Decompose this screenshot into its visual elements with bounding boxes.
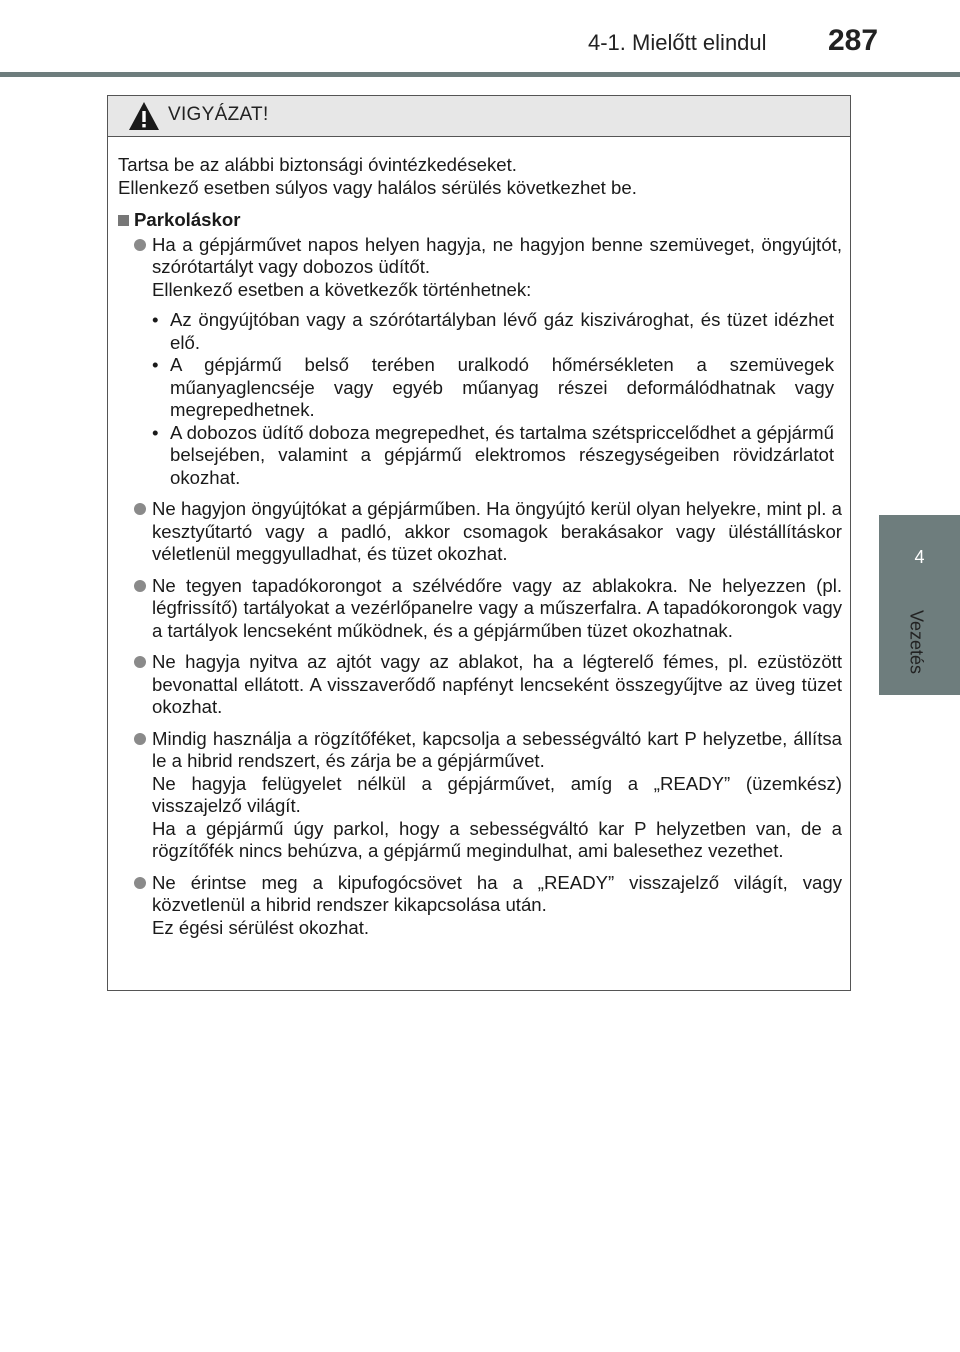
bullet-icon: •	[152, 309, 159, 330]
circle-bullet-icon	[134, 656, 146, 668]
list-item	[118, 872, 842, 940]
list-item	[118, 651, 842, 719]
item-text: Ne hagyjon öngyújtókat a gépjárműben. Ha öngyújtó kerül olyan helyekre, mint pl. a kesztyűtartó vagy a padló, akkor csomagok berakásakor vagy üléstállításkor véletlenül meggyulladhat, és tüzet okozhat.	[152, 498, 842, 564]
bullet-icon: •	[152, 354, 159, 375]
sub-item-text: Az öngyújtóban vagy a szórótartályban lévő gáz kiszivároghat, és tüzet idézhet elő.	[170, 309, 834, 353]
square-bullet-icon	[118, 215, 129, 226]
header-rule	[0, 72, 960, 77]
item-followup: Ez égési sérülést okozhat.	[152, 916, 370, 938]
item-text: Ha a gépjárművet napos helyen hagyja, ne hagyjon benne szemüveget, öngyújtót, szórótartályt vagy dobozos üdítőt.	[152, 233, 842, 277]
sub-item-text: A dobozos üdítő doboza megrepedhet, és tartalma szétspriccelődhet a gépjármű belsejében, valamint a gépjármű elektromos részegységeiben rövidzárlatot okozhat.	[170, 421, 834, 488]
item-paragraph-2: Ne hagyja felügyelet nélkül a gépjárművet, amíg a „READY” (üzemkész) visszajelző világít.	[152, 772, 842, 816]
circle-bullet-icon	[134, 733, 146, 745]
circle-bullet-icon	[134, 580, 146, 592]
list-item	[118, 575, 842, 643]
warning-triangle-icon	[128, 101, 160, 131]
circle-bullet-icon	[134, 239, 146, 251]
section-heading	[118, 209, 842, 232]
intro-line-2: Ellenkező esetben súlyos vagy halálos sérülés következhet be.	[118, 176, 637, 198]
item-text: Mindig használja a rögzítőféket, kapcsolja a sebességváltó kart P helyzetbe, állítsa le a hibrid rendszert, és zárja be a gépjárművet.	[152, 727, 842, 771]
list-item	[118, 234, 842, 490]
sub-list-item	[152, 309, 842, 354]
sub-list	[152, 309, 842, 489]
chapter-number: 4	[914, 547, 925, 567]
warning-box	[107, 95, 851, 991]
circle-bullet-icon	[134, 503, 146, 515]
section-heading-text: Parkoláskor	[134, 209, 241, 230]
item-text: Ne érintse meg a kipufogócsövet ha a „READY” visszajelző világít, vagy közvetlenül a hibrid rendszer kikapcsolása után.	[152, 871, 842, 915]
warning-header	[108, 96, 850, 137]
warning-content	[118, 154, 842, 948]
item-followup: Ellenkező esetben a következők történhetnek:	[152, 278, 532, 300]
chapter-label-text: Vezetés	[906, 609, 927, 675]
warning-intro	[118, 154, 842, 199]
list-item	[118, 498, 842, 566]
sub-list-item	[152, 422, 842, 490]
item-paragraph-3: Ha a gépjármű úgy parkol, hogy a sebességváltó kar P helyzetben van, de a rögzítőfék nincs behúzva, a gépjármű megindulhat, ami balesethez vezethet.	[152, 817, 842, 861]
list-item	[118, 728, 842, 863]
page-number: 287	[828, 24, 879, 57]
page-header	[0, 0, 960, 78]
section-title: 4-1. Mielőtt elindul	[588, 30, 767, 55]
item-text: Ne tegyen tapadókorongot a szélvédőre vagy az ablakokra. Ne helyezzen (pl. légfrissítő) tartályokat a vezérlőpanelre vagy a műszerfalra. A tapadókorongok vagy a tartályok lencseként működnek, és a gépjárműben tüzet okozhatnak.	[152, 574, 842, 641]
intro-line-1: Tartsa be az alábbi biztonsági óvintézkedéseket.	[118, 154, 517, 175]
bullet-icon: •	[152, 421, 159, 443]
sub-item-text: A gépjármű belső terében uralkodó hőmérsékleten a szemüvegek műanyaglencséje vagy egyéb műanyag részei deformálódhatnak vagy megrepedhetnek.	[170, 354, 834, 420]
item-text: Ne hagyja nyitva az ajtót vagy az ablakot, ha a légterelő fémes, pl. ezüstözött bevonattal ellátott. A visszaverődő napfényt lencseként összegyűjtve az üveg tüzet okozhat.	[152, 651, 842, 717]
chapter-label	[896, 602, 936, 682]
sub-list-item	[152, 354, 842, 422]
warning-title: VIGYÁZAT!	[168, 104, 269, 125]
circle-bullet-icon	[134, 877, 146, 889]
